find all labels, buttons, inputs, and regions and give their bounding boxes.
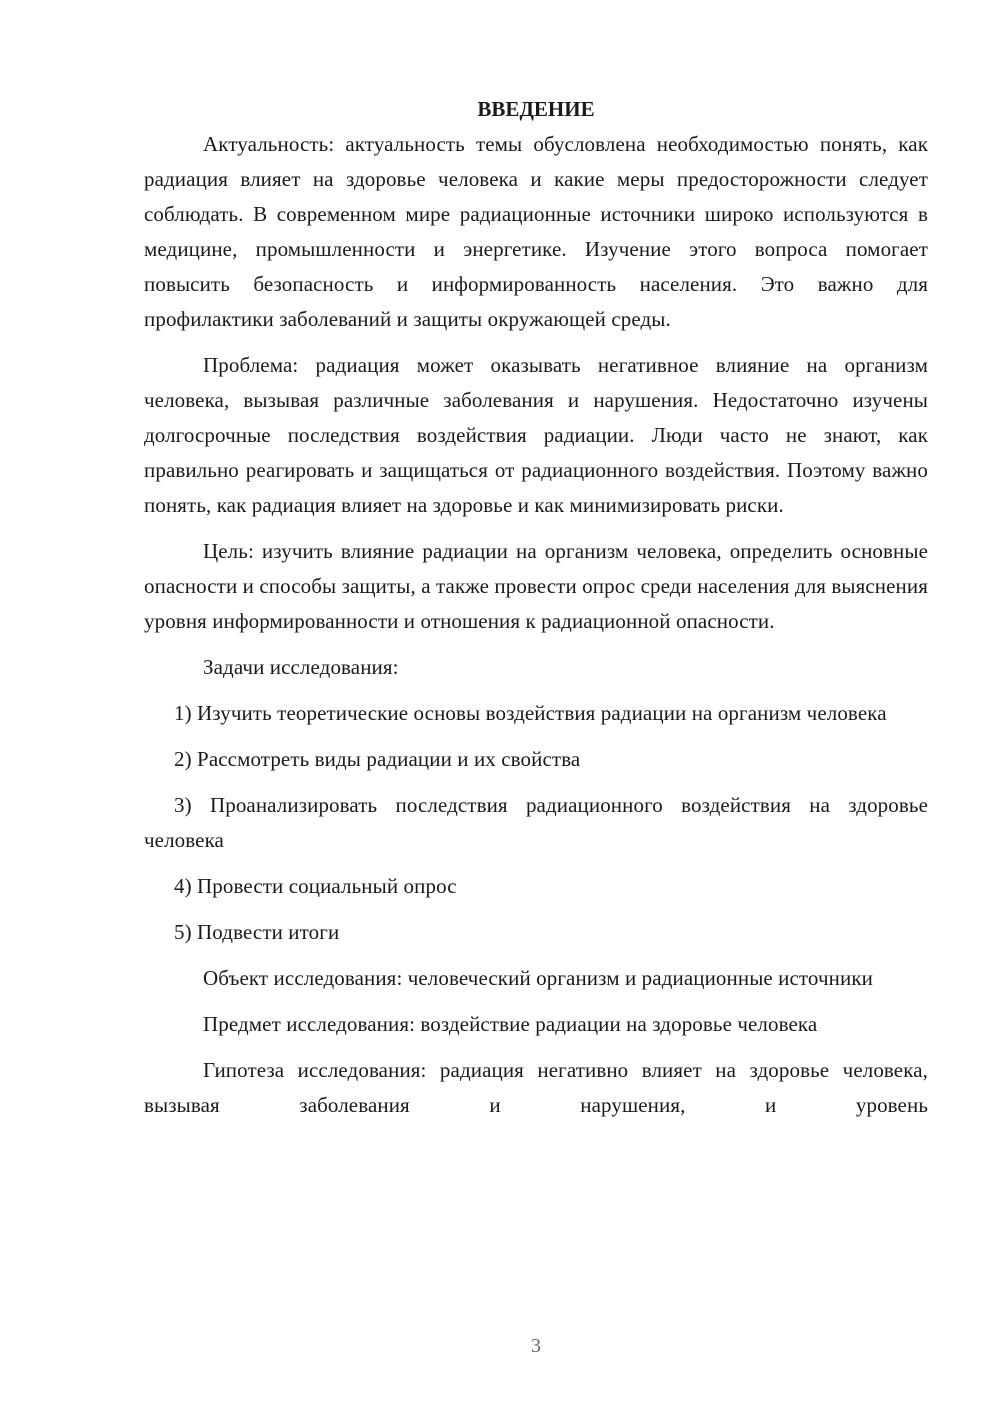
paragraph-relevance: Актуальность: актуальность темы обусловлена необходимостью понять, как радиация влияет на здоровье человека и какие меры предосторожности следует соблюдать. В современном мире радиационные источники широко используются в медицине, промышленности и энергетике. Изучение этого вопроса помогает повысить безопасность и информированность населения. Это важно для профилактики заболеваний и защиты окружающей среды. — [144, 132, 928, 331]
page-content — [144, 92, 928, 1123]
section-heading: ВВЕДЕНИЕ — [477, 97, 595, 121]
paragraph-hypothesis: Гипотеза исследования: радиация негативно влияет на здоровье человека, вызывая заболевания и нарушения, и уровень — [144, 1058, 928, 1117]
paragraph-subject: Предмет исследования: воздействие радиации на здоровье человека — [203, 1012, 818, 1036]
page-number: 3 — [531, 1335, 541, 1357]
tasks-heading: Задачи исследования: — [203, 655, 399, 679]
paragraph-goal: Цель: изучить влияние радиации на организм человека, определить основные опасности и способы защиты, а также провести опрос среди населения для выяснения уровня информированности и отношения к радиационной опасности. — [144, 539, 928, 633]
task-item-2: 2) Рассмотреть виды радиации и их свойства — [174, 747, 581, 771]
task-item-5: 5) Подвести итоги — [174, 920, 340, 944]
task-item-1: 1) Изучить теоретические основы воздействия радиации на организм человека — [174, 701, 887, 725]
paragraph-object: Объект исследования: человеческий организм и радиационные источники — [203, 966, 873, 990]
paragraph-problem: Проблема: радиация может оказывать негативное влияние на организм человека, вызывая различные заболевания и нарушения. Недостаточно изучены долгосрочные последствия воздействия радиации. Люди часто не знают, как правильно реагировать и защищаться от радиационного воздействия. Поэтому важно понять, как радиация влияет на здоровье и как минимизировать риски. — [144, 353, 928, 517]
task-item-4: 4) Провести социальный опрос — [174, 874, 457, 898]
task-item-3: 3) Проанализировать последствия радиационного воздействия на здоровье человека — [144, 793, 928, 852]
